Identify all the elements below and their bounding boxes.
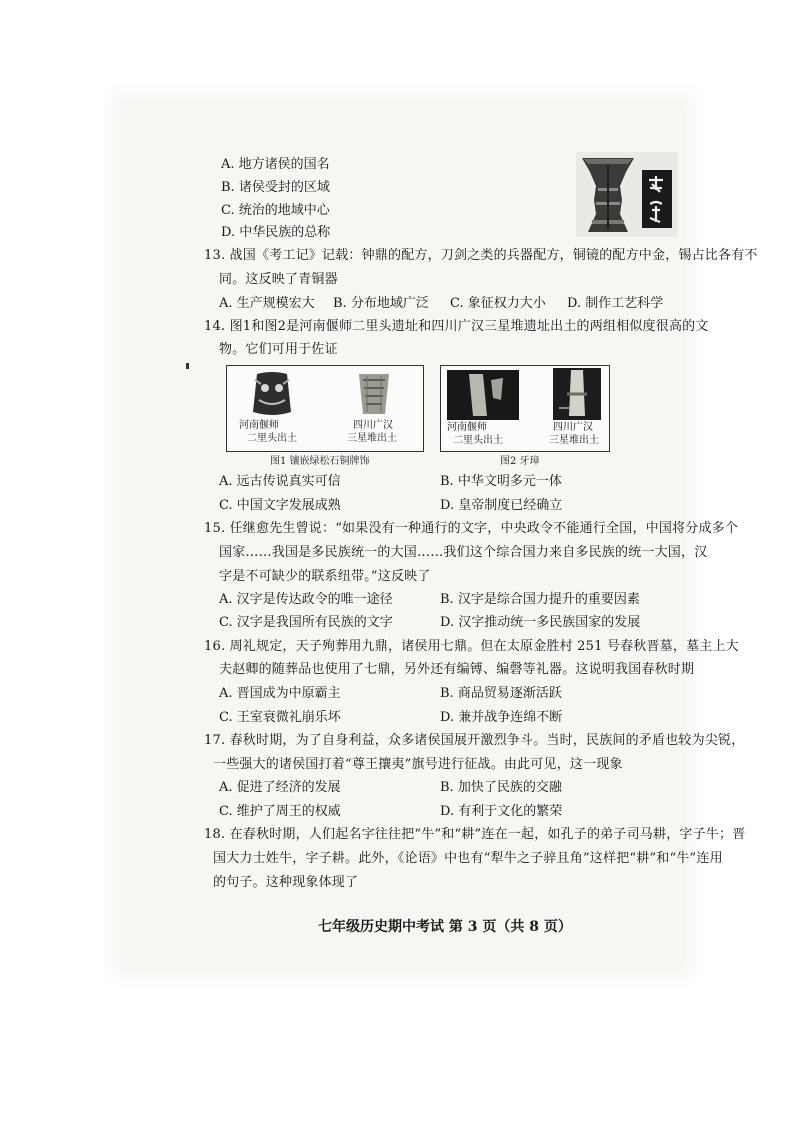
q15-stem-line3: 字是不可缺少的联系纽带。”这反映了 (219, 569, 431, 584)
q15-option-d: D. 汉字推动统一多民族国家的发展 (440, 615, 641, 630)
q12-option-d: D. 中华民族的总称 (221, 225, 331, 240)
q16-option-a: A. 晋国成为中原霸主 (219, 686, 341, 701)
plaque-right-image (355, 372, 393, 416)
fig2-label-left-2: 二里头出土 (453, 435, 503, 446)
yazhang-left-image (447, 370, 519, 420)
q17-stem-line2: 一些强大的诸侯国打着“尊王攘夷”旗号进行征战。由此可见，这一现象 (213, 757, 623, 772)
q15-option-a: A. 汉字是传达政令的唯一途径 (219, 592, 393, 607)
page-footer: 七年级历史期中考试 第 3 页（共 8 页） (318, 919, 572, 935)
fig2-label-left-1: 河南偃师 (447, 422, 487, 433)
q17-option-b: B. 加快了民族的交融 (440, 780, 562, 795)
q16-option-b: B. 商品贸易逐渐活跃 (440, 686, 562, 701)
figure-1-caption: 图1 镶嵌绿松石铜牌饰 (270, 456, 370, 467)
q18-stem-line3: 的句子。这种现象体现了 (213, 875, 359, 890)
q15-stem-line1: 15. 任继愈先生曾说：“如果没有一种通行的文字，中央政令不能通行全国，中国将分成多个 (204, 521, 739, 536)
q12-option-c: C. 统治的地域中心 (221, 203, 330, 218)
fig1-label-right-1: 四川广汉 (353, 420, 393, 431)
q13-option-c: C. 象征权力大小 (450, 296, 546, 311)
figure-1-frame (226, 365, 424, 452)
q13-option-d: D. 制作工艺科学 (567, 296, 664, 311)
figure-2-frame (440, 365, 610, 452)
q13-option-a: A. 生产规模宏大 (219, 296, 315, 311)
q16-stem-line2: 夫赵卿的随葬品也使用了七鼎，另外还有编镈、编磬等礼器。这说明我国春秋时期 (219, 662, 695, 677)
q14-option-d: D. 皇帝制度已经确立 (440, 498, 563, 513)
q17-option-a: A. 促进了经济的发展 (219, 780, 341, 795)
q15-option-c: C. 汉字是我国所有民族的文字 (219, 615, 393, 630)
q16-option-c: C. 王室衰微礼崩乐坏 (219, 710, 341, 725)
fig1-label-left-1: 河南偃师 (239, 420, 279, 431)
plaque-left-image (249, 372, 295, 416)
q18-stem-line1: 18. 在春秋时期，人们起名字往往把“牛”和“耕”连在一起，如孔子的弟子司马耕，字子牛；晋 (204, 827, 746, 842)
q17-option-d: D. 有利于文化的繁荣 (440, 804, 563, 819)
q14-option-c: C. 中国文字发展成熟 (219, 498, 341, 513)
q12-option-a: A. 地方诸侯的国名 (221, 157, 330, 172)
q14-option-a: A. 远古传说真实可信 (219, 474, 341, 489)
q16-stem-line1: 16. 周礼规定，天子殉葬用九鼎，诸侯用七鼎。但在太原金胜村 251 号春秋晋墓，墓主上大 (204, 639, 739, 654)
q18-stem-line2: 国大力士姓牛，字子耕。此外，《论语》中也有“犁牛之子骍且角”这样把“耕”和“牛”连用 (213, 851, 723, 866)
scan-speck (186, 363, 189, 369)
q17-option-c: C. 维护了周王的权威 (219, 804, 341, 819)
q15-option-b: B. 汉字是综合国力提升的重要因素 (440, 592, 640, 607)
q17-stem-line1: 17. 春秋时期，为了自身利益，众多诸侯国展开激烈争斗。当时，民族间的矛盾也较为尖锐， (204, 733, 745, 748)
q16-option-d: D. 兼并战争连绵不断 (440, 710, 563, 725)
yazhang-right-image (553, 368, 601, 420)
q13-option-b: B. 分布地域广泛 (333, 296, 429, 311)
q14-stem-line1: 14. 图1和图2是河南偃师二里头遗址和四川广汉三星堆遗址出土的两组相似度很高的文 (204, 319, 709, 334)
fig2-label-right-1: 四川广汉 (553, 422, 593, 433)
q15-stem-line2: 国家……我国是多民族统一的大国……我们这个综合国力来自多民族的统一大国，汉 (219, 545, 708, 560)
q14-stem-line2: 物。它们可用于佐证 (219, 342, 338, 357)
fig1-label-right-2: 三星堆出土 (347, 433, 397, 444)
q12-option-b: B. 诸侯受封的区域 (221, 180, 330, 195)
q13-stem-line2: 同。这反映了青铜器 (219, 272, 338, 287)
fig2-label-right-2: 三星堆出土 (549, 435, 599, 446)
q13-stem-line1: 13. 战国《考工记》记载：钟鼎的配方，刀剑之类的兵器配方，铜镜的配方中金，锡占比各有不 (204, 248, 758, 263)
bronze-zun-image (576, 152, 678, 237)
figure-2-caption: 图2 牙璋 (500, 456, 540, 467)
q14-option-b: B. 中华文明多元一体 (440, 474, 562, 489)
fig1-label-left-2: 二里头出土 (247, 433, 297, 444)
